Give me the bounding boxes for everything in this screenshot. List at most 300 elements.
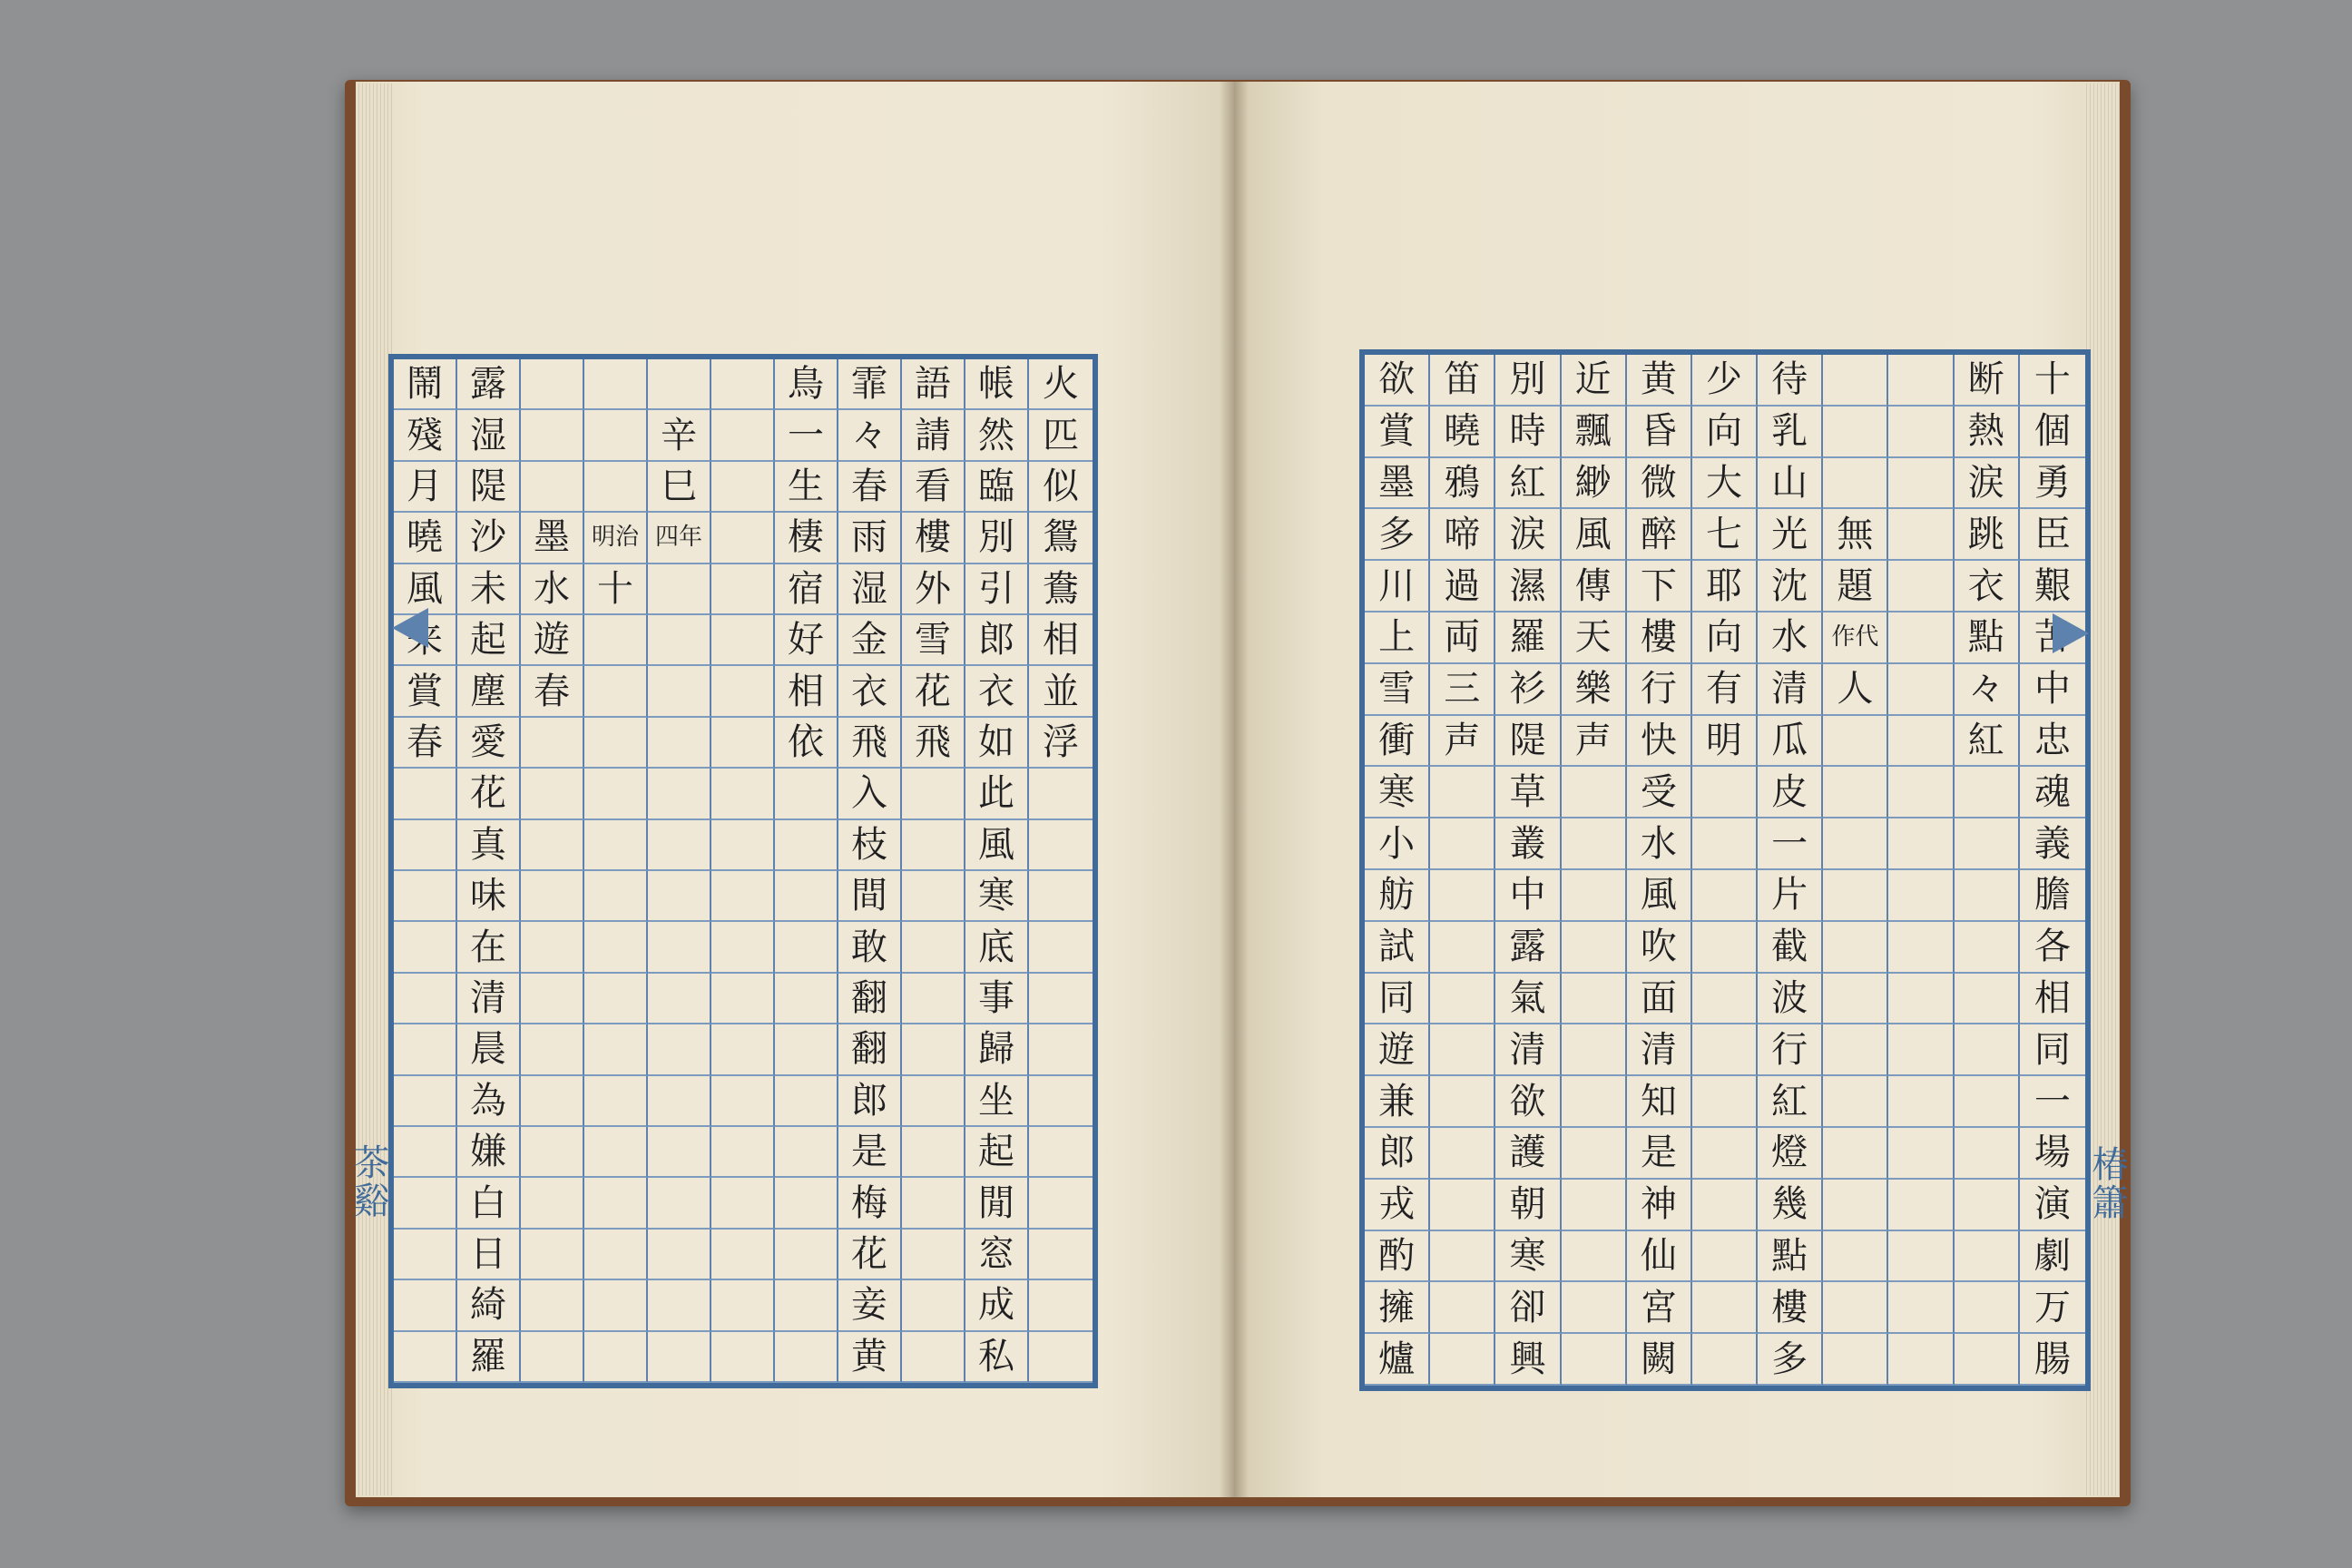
grid-cell xyxy=(1430,818,1495,870)
grid-cell xyxy=(584,1127,648,1178)
grid-cell: 仙 xyxy=(1627,1231,1692,1283)
grid-cell: 酌 xyxy=(1365,1231,1430,1283)
grid-cell xyxy=(1029,1332,1093,1383)
grid-cell xyxy=(1562,1024,1627,1076)
grid-cell xyxy=(1888,870,1954,922)
grid-cell: 清 xyxy=(1627,1024,1692,1076)
grid-cell xyxy=(1562,767,1627,818)
grid-cell xyxy=(521,1332,584,1383)
grid-cell xyxy=(1888,974,1954,1025)
grid-cell: 面 xyxy=(1627,974,1692,1025)
grid-cell: 膽 xyxy=(2020,870,2085,922)
grid-cell xyxy=(1029,1280,1093,1331)
grid-cell xyxy=(775,769,838,819)
grid-cell xyxy=(1823,1024,1888,1076)
grid-cell: 過 xyxy=(1430,561,1495,612)
grid-cell: 清 xyxy=(1758,664,1823,716)
grid-cell xyxy=(711,1230,775,1280)
grid-cell xyxy=(775,1230,838,1280)
grid-cell xyxy=(648,769,711,819)
grid-cell xyxy=(394,1332,457,1383)
grid-cell xyxy=(1562,922,1627,974)
grid-cell: 神 xyxy=(1627,1180,1692,1231)
grid-cell: 両 xyxy=(1430,612,1495,664)
grid-cell: 湿 xyxy=(838,564,902,615)
grid-cell xyxy=(648,1230,711,1280)
grid-cell: 舫 xyxy=(1365,870,1430,922)
grid-cell: 白 xyxy=(457,1178,521,1229)
grid-cell xyxy=(1888,1024,1954,1076)
grid-cell xyxy=(1888,1128,1954,1180)
grid-cell xyxy=(1888,716,1954,768)
grid-cell: 勇 xyxy=(2020,458,2085,510)
grid-cell xyxy=(902,1178,965,1229)
grid-cell: 臣 xyxy=(2020,509,2085,561)
grid-cell: 一 xyxy=(775,410,838,461)
grid-cell: 帳 xyxy=(965,359,1029,410)
grid-cell: 明 xyxy=(1692,716,1758,768)
grid-cell xyxy=(711,1127,775,1178)
grid-cell xyxy=(1823,716,1888,768)
grid-cell xyxy=(902,1332,965,1383)
grid-cell: 宮 xyxy=(1627,1282,1692,1334)
grid-cell: 味 xyxy=(457,871,521,922)
grid-cell: 花 xyxy=(902,666,965,717)
grid-cell: 同 xyxy=(2020,1024,2085,1076)
grid-cell: 此 xyxy=(965,769,1029,819)
grid-cell: 七 xyxy=(1692,509,1758,561)
grid-cell: 鴉 xyxy=(1430,458,1495,510)
grid-cell: 中 xyxy=(2020,664,2085,716)
grid-cell: 鬧 xyxy=(394,359,457,410)
grid-cell xyxy=(394,1076,457,1127)
grid-cell xyxy=(1692,1024,1758,1076)
grid-cell xyxy=(1029,1178,1093,1229)
grid-cell xyxy=(1823,1076,1888,1128)
grid-cell xyxy=(648,359,711,410)
grid-cell: 闕 xyxy=(1627,1334,1692,1386)
grid-cell xyxy=(521,974,584,1024)
grid-cell xyxy=(584,1280,648,1331)
grid-cell: 欲 xyxy=(1495,1076,1561,1128)
left-fold-mark xyxy=(392,608,428,648)
grid-cell: 浮 xyxy=(1029,718,1093,769)
grid-cell xyxy=(1955,1334,2020,1386)
grid-cell: 近 xyxy=(1562,355,1627,407)
grid-cell: 春 xyxy=(521,666,584,717)
grid-cell: 声 xyxy=(1430,716,1495,768)
grid-cell: 墨 xyxy=(521,513,584,564)
left-side-mark: 茶谿 xyxy=(348,1143,389,1220)
grid-cell: 万 xyxy=(2020,1282,2085,1334)
grid-cell xyxy=(1955,1282,2020,1334)
grid-cell xyxy=(648,666,711,717)
grid-cell xyxy=(1955,1024,2020,1076)
grid-cell xyxy=(711,1280,775,1331)
right-manuscript-grid xyxy=(1359,349,2091,1391)
grid-cell: 墨 xyxy=(1365,458,1430,510)
grid-cell: 敢 xyxy=(838,922,902,973)
grid-cell: 爐 xyxy=(1365,1334,1430,1386)
grid-cell: 十 xyxy=(2020,355,2085,407)
grid-cell xyxy=(1029,1127,1093,1178)
grid-cell xyxy=(1823,1231,1888,1283)
grid-cell: 皮 xyxy=(1758,767,1823,818)
grid-cell: 隄 xyxy=(1495,716,1561,768)
grid-cell: 臨 xyxy=(965,462,1029,513)
grid-cell xyxy=(775,1076,838,1127)
grid-cell: 一 xyxy=(2020,1076,2085,1128)
grid-cell xyxy=(394,1230,457,1280)
grid-cell xyxy=(521,1024,584,1075)
grid-cell: 朝 xyxy=(1495,1180,1561,1231)
grid-cell: 巳 xyxy=(648,462,711,513)
grid-cell: 小 xyxy=(1365,818,1430,870)
left-manuscript-grid xyxy=(388,354,1098,1388)
grid-cell: 黄 xyxy=(838,1332,902,1383)
grid-cell: 點 xyxy=(1758,1231,1823,1283)
grid-cell xyxy=(1888,1076,1954,1128)
grid-cell xyxy=(711,513,775,564)
grid-cell: 晨 xyxy=(457,1024,521,1075)
grid-cell: 露 xyxy=(1495,922,1561,974)
grid-cell: 風 xyxy=(394,564,457,615)
grid-cell xyxy=(1955,767,2020,818)
grid-cell xyxy=(1955,1231,2020,1283)
grid-cell: 衣 xyxy=(838,666,902,717)
grid-cell: 一 xyxy=(1758,818,1823,870)
grid-cell xyxy=(521,922,584,973)
grid-cell: 寒 xyxy=(1365,767,1430,818)
grid-cell: 花 xyxy=(838,1230,902,1280)
grid-cell xyxy=(521,1076,584,1127)
grid-cell: 涙 xyxy=(1495,509,1561,561)
grid-cell: 天 xyxy=(1562,612,1627,664)
grid-cell xyxy=(648,1127,711,1178)
grid-cell xyxy=(711,462,775,513)
grid-cell: 戎 xyxy=(1365,1180,1430,1231)
grid-cell xyxy=(1692,870,1758,922)
grid-cell: 行 xyxy=(1627,664,1692,716)
grid-cell xyxy=(1955,1128,2020,1180)
grid-cell: 水 xyxy=(1627,818,1692,870)
grid-cell: 露 xyxy=(457,359,521,410)
grid-cell xyxy=(1692,974,1758,1025)
grid-cell: 々 xyxy=(1955,664,2020,716)
grid-cell xyxy=(1823,458,1888,510)
grid-cell: 成 xyxy=(965,1280,1029,1331)
grid-cell xyxy=(521,769,584,819)
grid-cell: 片 xyxy=(1758,870,1823,922)
grid-cell xyxy=(1562,870,1627,922)
grid-cell xyxy=(1562,1334,1627,1386)
grid-cell xyxy=(1562,1180,1627,1231)
grid-cell: 綺 xyxy=(457,1280,521,1331)
grid-cell: 並 xyxy=(1029,666,1093,717)
grid-cell: 氣 xyxy=(1495,974,1561,1025)
grid-cell xyxy=(711,820,775,871)
grid-cell xyxy=(1692,818,1758,870)
grid-cell: 樂 xyxy=(1562,664,1627,716)
left-page-edges xyxy=(356,83,392,1495)
grid-cell: 郎 xyxy=(1365,1128,1430,1180)
grid-cell: 日 xyxy=(457,1230,521,1280)
grid-cell xyxy=(711,359,775,410)
grid-cell xyxy=(1888,922,1954,974)
grid-cell xyxy=(1692,1282,1758,1334)
grid-cell xyxy=(1955,870,2020,922)
grid-cell xyxy=(711,718,775,769)
grid-cell: 然 xyxy=(965,410,1029,461)
grid-cell xyxy=(584,359,648,410)
grid-cell xyxy=(584,666,648,717)
grid-cell xyxy=(1955,1076,2020,1128)
grid-cell: 閒 xyxy=(965,1178,1029,1229)
grid-cell xyxy=(1029,922,1093,973)
grid-cell: 樓 xyxy=(1758,1282,1823,1334)
grid-cell xyxy=(648,615,711,666)
grid-cell: 棲 xyxy=(775,513,838,564)
grid-cell xyxy=(521,1127,584,1178)
grid-cell: 涙 xyxy=(1955,458,2020,510)
grid-cell: 沈 xyxy=(1758,561,1823,612)
grid-cell: 紅 xyxy=(1758,1076,1823,1128)
grid-cell xyxy=(584,462,648,513)
grid-cell: 別 xyxy=(1495,355,1561,407)
grid-cell xyxy=(1692,1334,1758,1386)
grid-cell: 燈 xyxy=(1758,1128,1823,1180)
grid-cell: 向 xyxy=(1692,407,1758,458)
grid-cell xyxy=(648,1280,711,1331)
grid-cell xyxy=(902,974,965,1024)
grid-cell: 有 xyxy=(1692,664,1758,716)
grid-cell xyxy=(711,974,775,1024)
grid-cell: 雪 xyxy=(1365,664,1430,716)
grid-cell: 来 xyxy=(394,615,457,666)
grid-cell: 截 xyxy=(1758,922,1823,974)
grid-cell: 艱 xyxy=(2020,561,2085,612)
grid-cell: 風 xyxy=(965,820,1029,871)
grid-cell: 濕 xyxy=(1495,561,1561,612)
grid-cell xyxy=(584,1024,648,1075)
grid-cell xyxy=(775,871,838,922)
grid-cell: 火 xyxy=(1029,359,1093,410)
grid-cell: 瓜 xyxy=(1758,716,1823,768)
grid-cell: 水 xyxy=(1758,612,1823,664)
grid-cell xyxy=(584,820,648,871)
grid-cell: 匹 xyxy=(1029,410,1093,461)
book-gutter xyxy=(1220,82,1249,1497)
grid-cell xyxy=(775,1127,838,1178)
grid-cell xyxy=(1430,1180,1495,1231)
grid-cell: 湿 xyxy=(457,410,521,461)
grid-cell xyxy=(1692,767,1758,818)
grid-cell: 熱 xyxy=(1955,407,2020,458)
grid-cell: 羅 xyxy=(1495,612,1561,664)
grid-cell xyxy=(1430,1128,1495,1180)
grid-cell: 多 xyxy=(1758,1334,1823,1386)
grid-cell xyxy=(1888,612,1954,664)
grid-cell xyxy=(584,718,648,769)
grid-cell: 欲 xyxy=(1365,355,1430,407)
grid-cell xyxy=(775,922,838,973)
grid-cell: 月 xyxy=(394,462,457,513)
grid-cell xyxy=(394,922,457,973)
grid-cell xyxy=(1955,818,2020,870)
grid-cell xyxy=(1562,1231,1627,1283)
grid-cell xyxy=(1430,1282,1495,1334)
grid-cell: 金 xyxy=(838,615,902,666)
grid-cell: 梅 xyxy=(838,1178,902,1229)
grid-cell xyxy=(1692,1076,1758,1128)
grid-cell: 擁 xyxy=(1365,1282,1430,1334)
grid-cell xyxy=(648,871,711,922)
grid-cell xyxy=(1888,458,1954,510)
grid-cell xyxy=(1562,1128,1627,1180)
grid-cell xyxy=(394,1127,457,1178)
grid-cell: 翻 xyxy=(838,1024,902,1075)
grid-cell: 依 xyxy=(775,718,838,769)
grid-cell: 断 xyxy=(1955,355,2020,407)
grid-cell: 水 xyxy=(521,564,584,615)
grid-cell: 人 xyxy=(1823,664,1888,716)
grid-cell xyxy=(521,1230,584,1280)
grid-cell: 四年 xyxy=(648,513,711,564)
grid-cell: 郎 xyxy=(838,1076,902,1127)
grid-cell xyxy=(1430,1231,1495,1283)
grid-cell: 衝 xyxy=(1365,716,1430,768)
grid-cell xyxy=(1888,1334,1954,1386)
grid-cell: 未 xyxy=(457,564,521,615)
grid-cell: 似 xyxy=(1029,462,1093,513)
grid-cell: 各 xyxy=(2020,922,2085,974)
grid-cell xyxy=(1029,871,1093,922)
grid-cell: 多 xyxy=(1365,509,1430,561)
grid-cell xyxy=(711,410,775,461)
grid-cell: 語 xyxy=(902,359,965,410)
grid-cell: 吹 xyxy=(1627,922,1692,974)
grid-cell: 興 xyxy=(1495,1334,1561,1386)
grid-cell: 郎 xyxy=(965,615,1029,666)
right-side-mark: 椿簫 xyxy=(2086,1145,2128,1221)
grid-cell: 魂 xyxy=(2020,767,2085,818)
grid-cell: 波 xyxy=(1758,974,1823,1025)
grid-cell xyxy=(1562,974,1627,1025)
grid-cell: 私 xyxy=(965,1332,1029,1383)
grid-cell: 入 xyxy=(838,769,902,819)
grid-cell: 宿 xyxy=(775,564,838,615)
grid-cell xyxy=(648,718,711,769)
grid-cell xyxy=(394,1178,457,1229)
grid-cell xyxy=(1692,1180,1758,1231)
grid-cell: 試 xyxy=(1365,922,1430,974)
grid-cell: 飛 xyxy=(838,718,902,769)
grid-cell: 衣 xyxy=(965,666,1029,717)
grid-cell: 在 xyxy=(457,922,521,973)
grid-cell: 起 xyxy=(965,1127,1029,1178)
grid-cell: 卻 xyxy=(1495,1282,1561,1334)
grid-cell xyxy=(648,1076,711,1127)
grid-cell: 快 xyxy=(1627,716,1692,768)
grid-cell xyxy=(902,1024,965,1075)
grid-cell xyxy=(902,1280,965,1331)
grid-cell: 窓 xyxy=(965,1230,1029,1280)
grid-cell: 妾 xyxy=(838,1280,902,1331)
grid-cell: 愛 xyxy=(457,718,521,769)
grid-cell: 塵 xyxy=(457,666,521,717)
grid-cell xyxy=(521,410,584,461)
grid-cell xyxy=(711,1178,775,1229)
grid-cell: 叢 xyxy=(1495,818,1561,870)
grid-cell: 場 xyxy=(2020,1128,2085,1180)
grid-cell: 請 xyxy=(902,410,965,461)
grid-cell: 題 xyxy=(1823,561,1888,612)
grid-cell: 歸 xyxy=(965,1024,1029,1075)
grid-cell xyxy=(1888,561,1954,612)
grid-cell: 是 xyxy=(1627,1128,1692,1180)
grid-cell: 醉 xyxy=(1627,509,1692,561)
grid-cell: 為 xyxy=(457,1076,521,1127)
grid-cell xyxy=(584,769,648,819)
grid-cell: 好 xyxy=(775,615,838,666)
grid-cell xyxy=(1430,1334,1495,1386)
grid-cell xyxy=(1692,922,1758,974)
grid-cell: 劇 xyxy=(2020,1231,2085,1283)
grid-cell: 樓 xyxy=(1627,612,1692,664)
grid-cell xyxy=(711,1024,775,1075)
grid-cell xyxy=(1029,820,1093,871)
grid-cell xyxy=(1823,870,1888,922)
grid-cell xyxy=(1888,664,1954,716)
grid-cell: 事 xyxy=(965,974,1029,1024)
grid-cell xyxy=(521,820,584,871)
grid-cell: 紅 xyxy=(1495,458,1561,510)
grid-cell: 無 xyxy=(1823,509,1888,561)
grid-cell xyxy=(584,1332,648,1383)
grid-cell xyxy=(902,1076,965,1127)
grid-cell xyxy=(775,1178,838,1229)
grid-cell: 光 xyxy=(1758,509,1823,561)
grid-cell xyxy=(1562,1282,1627,1334)
grid-cell xyxy=(1823,355,1888,407)
grid-cell: 春 xyxy=(394,718,457,769)
grid-cell: 啼 xyxy=(1430,509,1495,561)
grid-cell: 花 xyxy=(457,769,521,819)
grid-cell: 是 xyxy=(838,1127,902,1178)
grid-cell: 紅 xyxy=(1955,716,2020,768)
grid-cell: 羅 xyxy=(457,1332,521,1383)
grid-cell xyxy=(1430,974,1495,1025)
grid-cell xyxy=(648,564,711,615)
grid-cell: 樓 xyxy=(902,513,965,564)
grid-cell: 曉 xyxy=(394,513,457,564)
grid-cell xyxy=(1888,767,1954,818)
grid-cell: 黄 xyxy=(1627,355,1692,407)
grid-cell xyxy=(1029,1024,1093,1075)
grid-cell: 声 xyxy=(1562,716,1627,768)
grid-cell: 幾 xyxy=(1758,1180,1823,1231)
grid-cell xyxy=(521,871,584,922)
grid-cell: 點 xyxy=(1955,612,2020,664)
grid-cell: 鳥 xyxy=(775,359,838,410)
grid-cell: 曉 xyxy=(1430,407,1495,458)
grid-cell xyxy=(1430,1024,1495,1076)
right-fold-mark xyxy=(2053,613,2089,653)
grid-cell: 笛 xyxy=(1430,355,1495,407)
grid-cell: 微 xyxy=(1627,458,1692,510)
grid-cell: 乳 xyxy=(1758,407,1823,458)
grid-cell: 下 xyxy=(1627,561,1692,612)
